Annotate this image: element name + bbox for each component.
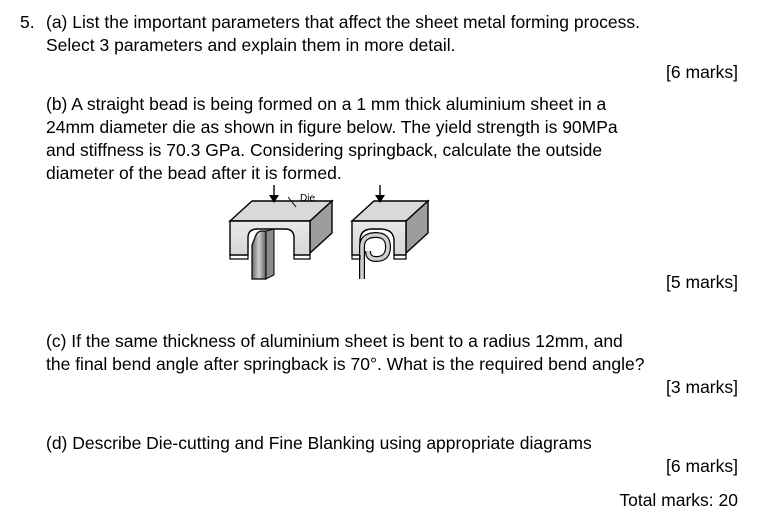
- part-c-line-1: (c) If the same thickness of aluminium sheet is bent to a radius 12mm, and: [46, 331, 623, 351]
- part-b-line-4: diameter of the bead after it is formed.: [46, 163, 342, 183]
- part-b-marks: [5 marks]: [666, 272, 738, 292]
- total-marks: Total marks: 20: [619, 490, 738, 510]
- part-d-marks: [6 marks]: [666, 456, 738, 476]
- part-b-line-2: 24mm diameter die as shown in figure below. The yield strength is 90MPa: [46, 117, 618, 137]
- part-c-line-2: the final bend angle after springback is 70°. What is the required bend angle?: [46, 354, 645, 374]
- die-left: [230, 201, 332, 279]
- bead-die-figure: [222, 183, 452, 293]
- part-d-line-1: (d) Describe Die-cutting and Fine Blanking using appropriate diagrams: [46, 433, 592, 453]
- part-a-line-1: (a) List the important parameters that affect the sheet metal forming process.: [46, 12, 640, 32]
- die-label: Die: [300, 193, 316, 204]
- die-right: [352, 201, 428, 279]
- part-b-line-3: and stiffness is 70.3 GPa. Considering springback, calculate the outside: [46, 140, 603, 160]
- question-number: 5.: [20, 12, 35, 32]
- part-c-marks: [3 marks]: [666, 377, 738, 397]
- part-b-line-1: (b) A straight bead is being formed on a 1 mm thick aluminium sheet in a: [46, 94, 607, 114]
- part-a-line-2: Select 3 parameters and explain them in more detail.: [46, 35, 456, 55]
- part-a-marks: [6 marks]: [666, 62, 738, 82]
